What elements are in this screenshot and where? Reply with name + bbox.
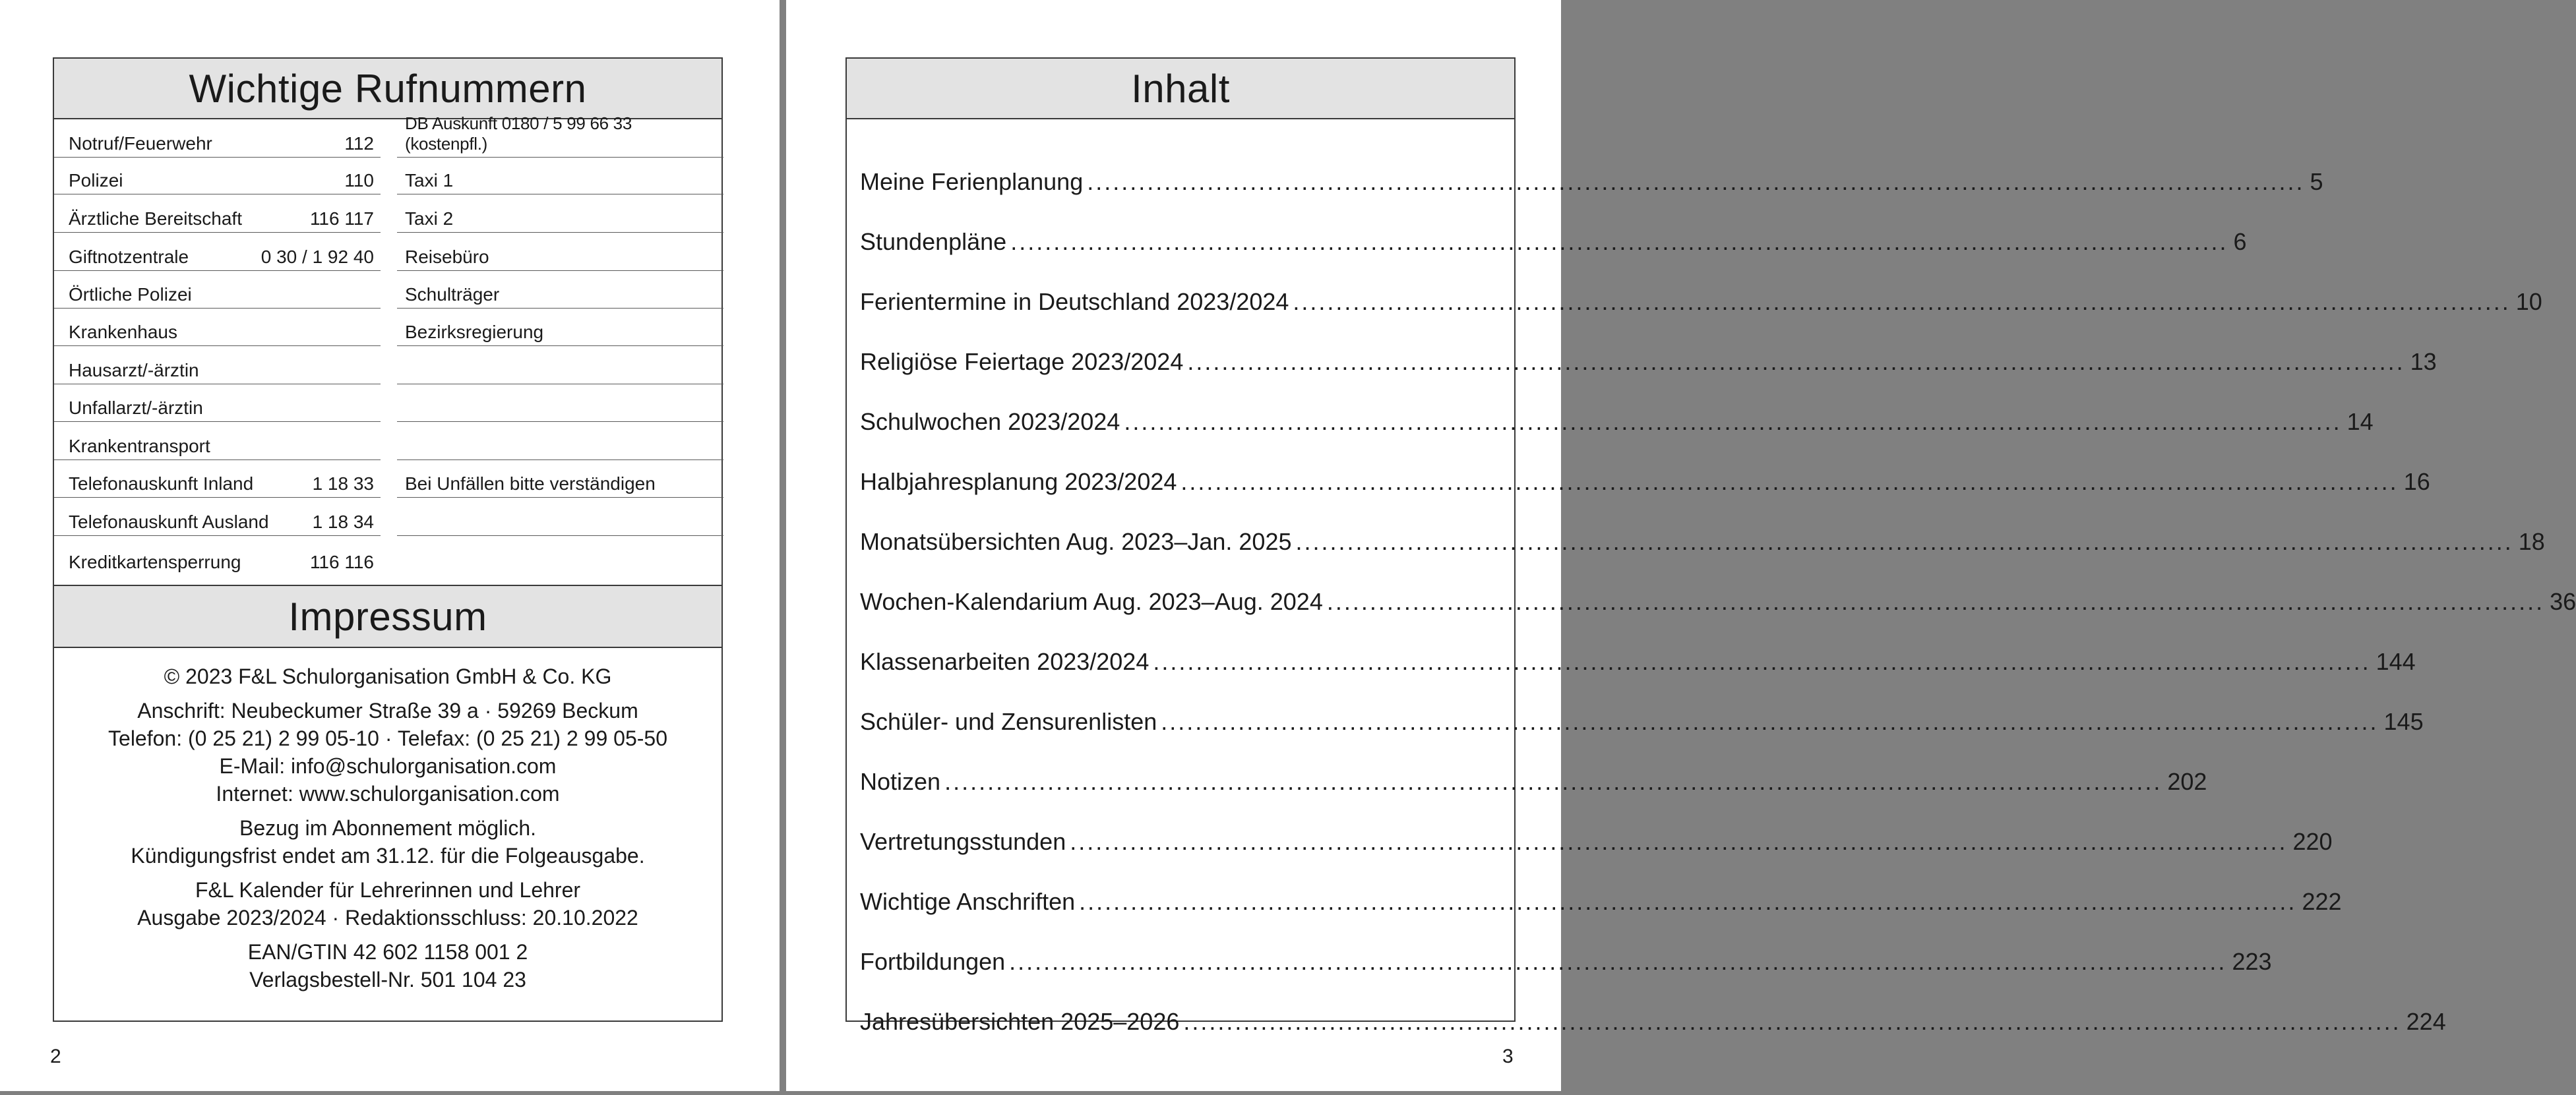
toc-leader-dots: .............................................................................................................................................. xyxy=(1079,888,2297,915)
phone-row xyxy=(397,346,723,384)
impressum-internet: Internet: www.schulorganisation.com xyxy=(216,782,560,806)
toc-entry-page: 202 xyxy=(2167,768,2207,795)
impressum-edition: Ausgabe 2023/2024 · Redaktionsschluss: 20.10.2022 xyxy=(137,906,638,930)
toc-entry-title: Monatsübersichten Aug. 2023–Jan. 2025 xyxy=(860,528,1292,555)
toc-entry-page: 222 xyxy=(2302,888,2342,915)
toc-entry xyxy=(860,1003,2446,1036)
toc-entry-page: 18 xyxy=(2518,528,2545,555)
toc-entry xyxy=(860,343,2437,376)
toc-entry-page: 224 xyxy=(2406,1008,2446,1035)
phone-number: 110 xyxy=(344,170,374,191)
phone-label: Reisebüro xyxy=(405,247,489,267)
toc-entry-title: Stundenpläne xyxy=(860,228,1007,255)
phone-row xyxy=(397,309,723,346)
phone-label: Giftnotzentrale xyxy=(69,247,189,267)
toc-entry xyxy=(860,523,2545,556)
phone-row xyxy=(54,498,381,536)
left-page xyxy=(0,0,780,1091)
page-number-right: 3 xyxy=(1502,1046,1514,1067)
phone-number: 112 xyxy=(344,133,374,154)
phone-row xyxy=(397,233,723,271)
toc-entry xyxy=(860,823,2333,856)
phone-label: Polizei xyxy=(69,170,123,191)
phone-label: Örtliche Polizei xyxy=(69,284,192,305)
phone-row xyxy=(54,194,381,233)
toc-leader-dots: .............................................................................................................................................. xyxy=(1181,468,2399,495)
toc-entry-title: Schüler- und Zensurenlisten xyxy=(860,708,1157,735)
phone-row xyxy=(54,158,381,194)
toc-entry xyxy=(860,943,2272,976)
phone-row xyxy=(54,119,381,158)
phone-number: 1 18 34 xyxy=(312,512,374,532)
toc-leader-dots: .............................................................................................................................................. xyxy=(1070,828,2288,855)
toc-entry-title: Halbjahresplanung 2023/2024 xyxy=(860,468,1177,495)
toc-entry-title: Meine Ferienplanung xyxy=(860,168,1084,195)
toc-entry xyxy=(860,763,2207,796)
phone-row xyxy=(397,158,723,194)
phone-row xyxy=(397,422,723,460)
phone-number: 116 116 xyxy=(309,552,374,572)
phone-row xyxy=(397,460,723,498)
toc-leader-dots: .............................................................................................................................................. xyxy=(1183,1008,2401,1035)
phone-numbers-heading: Wichtige Rufnummern xyxy=(54,59,721,119)
impressum-text xyxy=(54,648,721,1021)
phone-row xyxy=(397,498,723,536)
phone-label: Taxi 1 xyxy=(405,170,454,191)
impressum-product: F&L Kalender für Lehrerinnen und Lehrer xyxy=(195,878,581,902)
toc-entry xyxy=(860,403,2374,436)
toc-entry-page: 6 xyxy=(2233,228,2247,255)
toc-leader-dots: .............................................................................................................................................. xyxy=(1187,348,2405,375)
impressum-order-number: Verlagsbestell-Nr. 501 104 23 xyxy=(249,968,526,991)
toc-leader-dots: .............................................................................................................................................. xyxy=(1326,588,2545,615)
phone-row xyxy=(54,271,381,309)
phone-row xyxy=(54,422,381,460)
phone-label: Telefonauskunft Inland xyxy=(69,473,254,494)
toc-entry-page: 145 xyxy=(2383,708,2424,735)
phone-label: Kreditkartensperrung xyxy=(69,552,241,572)
phone-row xyxy=(54,346,381,384)
phone-label: Ärztliche Bereitschaft xyxy=(69,208,242,229)
phone-label: Schulträger xyxy=(405,284,500,305)
toc-entry-page: 13 xyxy=(2410,348,2437,375)
toc-leader-dots: .............................................................................................................................................. xyxy=(1009,948,2227,975)
phone-row xyxy=(54,233,381,271)
phone-label: DB Auskunft 0180 / 5 99 66 33 (kostenpfl.) xyxy=(405,113,632,154)
impressum-subscription: Bezug im Abonnement möglich. xyxy=(239,816,537,840)
toc-leader-dots: .............................................................................................................................................. xyxy=(944,768,2162,795)
phone-row xyxy=(54,460,381,498)
toc-leader-dots: .............................................................................................................................................. xyxy=(1010,228,2228,255)
toc-entry-page: 144 xyxy=(2376,648,2416,675)
toc-entry xyxy=(860,883,2342,916)
toc-entry-title: Wichtige Anschriften xyxy=(860,888,1076,915)
phone-label: Telefonauskunft Ausland xyxy=(69,512,269,532)
page-number-left: 2 xyxy=(50,1046,61,1067)
toc-entry-page: 5 xyxy=(2310,168,2323,195)
phone-label: Hausarzt/-ärztin xyxy=(69,360,199,380)
phone-row xyxy=(54,309,381,346)
phone-label: Unfallarzt/-ärztin xyxy=(69,398,203,418)
phone-label: Taxi 2 xyxy=(405,208,454,229)
toc-entry-title: Wochen-Kalendarium Aug. 2023–Aug. 2024 xyxy=(860,588,1323,615)
toc-leader-dots: .............................................................................................................................................. xyxy=(1295,528,2513,555)
phone-label: Krankentransport xyxy=(69,436,210,456)
phone-row xyxy=(397,194,723,233)
toc-entry-title: Religiöse Feiertage 2023/2024 xyxy=(860,348,1184,375)
toc-entry-title: Jahresübersichten 2025–2026 xyxy=(860,1008,1180,1035)
toc-entry-title: Ferientermine in Deutschland 2023/2024 xyxy=(860,288,1289,315)
toc-leader-dots: .............................................................................................................................................. xyxy=(1161,708,2379,735)
toc-entry-page: 36 xyxy=(2550,588,2576,615)
toc-entry-title: Schulwochen 2023/2024 xyxy=(860,408,1120,435)
phone-row xyxy=(397,271,723,309)
phone-row xyxy=(397,384,723,422)
toc-entry xyxy=(860,583,2576,616)
phone-label: Krankenhaus xyxy=(69,322,178,342)
toc-leader-dots: .............................................................................................................................................. xyxy=(1124,408,2342,435)
toc-frame xyxy=(845,57,2576,1035)
toc-entry-title: Notizen xyxy=(860,768,941,795)
toc-leader-dots: .............................................................................................................................................. xyxy=(1087,168,2305,195)
toc-entry xyxy=(860,643,2416,676)
phone-row xyxy=(54,536,721,576)
toc-entry-page: 16 xyxy=(2403,468,2430,495)
toc-entry xyxy=(860,463,2430,496)
phone-number: 1 18 33 xyxy=(312,473,374,494)
toc-entry xyxy=(860,163,2323,196)
toc-entry-title: Fortbildungen xyxy=(860,948,1006,975)
phone-label: Bei Unfällen bitte verständigen xyxy=(405,473,656,494)
impressum-heading: Impressum xyxy=(54,585,721,648)
toc-entry xyxy=(860,223,2247,256)
impressum-address: Anschrift: Neubeckumer Straße 39 a · 59269 Beckum xyxy=(137,699,638,723)
toc-entry xyxy=(860,703,2424,736)
toc-leader-dots: .............................................................................................................................................. xyxy=(1153,648,2371,675)
phone-row xyxy=(54,384,381,422)
toc-heading: Inhalt xyxy=(847,59,1514,119)
impressum-email: E-Mail: info@schulorganisation.com xyxy=(219,754,557,778)
toc-entry-title: Vertretungsstunden xyxy=(860,828,1066,855)
phone-numbers-frame xyxy=(53,57,723,1022)
toc-entry-page: 14 xyxy=(2346,408,2374,435)
impressum-copyright: © 2023 F&L Schulorganisation GmbH & Co. KG xyxy=(164,665,612,688)
toc-leader-dots: .............................................................................................................................................. xyxy=(1293,288,2511,315)
toc-entry-page: 220 xyxy=(2292,828,2333,855)
toc-entry xyxy=(860,283,2542,316)
phone-row xyxy=(397,113,723,158)
phone-label: Bezirksregierung xyxy=(405,322,544,342)
phone-number: 0 30 / 1 92 40 xyxy=(261,247,374,267)
toc-entry-page: 10 xyxy=(2515,288,2542,315)
impressum-cancellation: Kündigungsfrist endet am 31.12. für die Folgeausgabe. xyxy=(131,844,645,868)
toc-entry-page: 223 xyxy=(2232,948,2272,975)
right-page xyxy=(786,0,2576,1091)
phone-label: Notruf/Feuerwehr xyxy=(69,133,212,154)
impressum-phone: Telefon: (0 25 21) 2 99 05-10 · Telefax: (0 25 21) 2 99 05-50 xyxy=(108,726,667,750)
impressum-ean: EAN/GTIN 42 602 1158 001 2 xyxy=(247,940,528,964)
toc-entry-title: Klassenarbeiten 2023/2024 xyxy=(860,648,1150,675)
phone-number: 116 117 xyxy=(309,208,374,229)
